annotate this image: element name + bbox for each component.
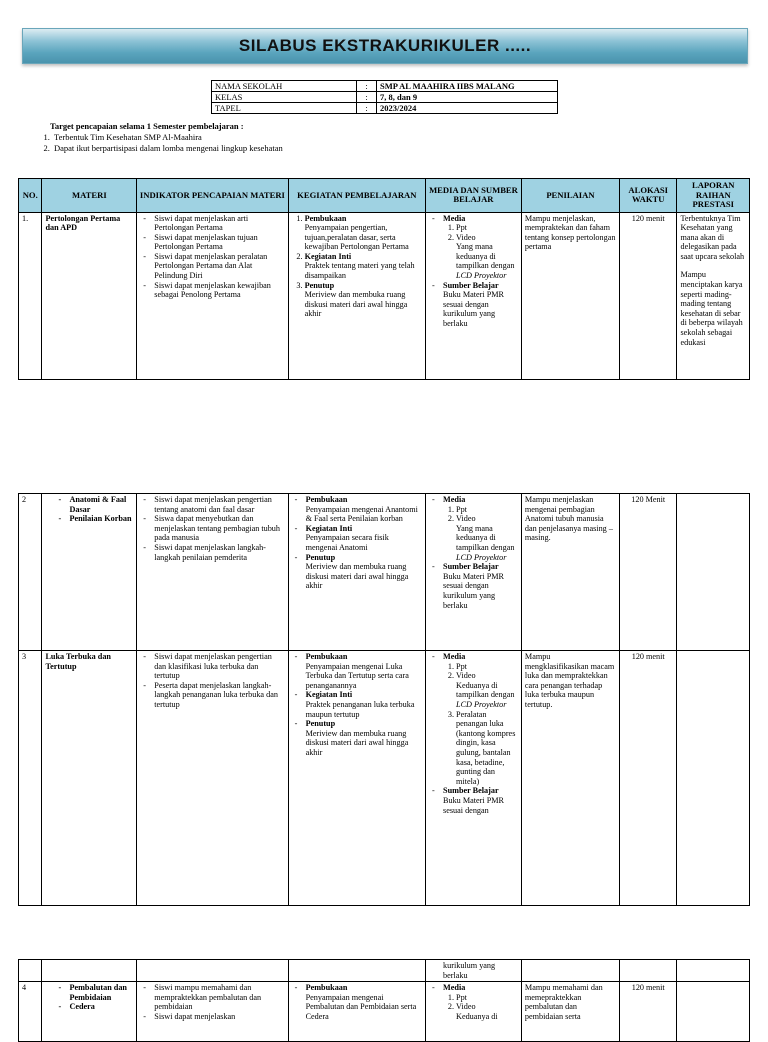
cell-indikator [137,982,288,1042]
cell-kegiatan [288,982,425,1042]
kegiatan-text: Penyampaian secara fisik mengenai Anatomi [305,533,389,552]
kegiatan-head: Pembukaan [305,983,348,993]
kegiatan-step [292,553,422,591]
info-sep: : [357,103,377,114]
kegiatan-text: Meriview dan membuka ruang diskusi materi dari awal hingga akhir [304,290,408,319]
kegiatan-head: Kegiatan Inti [305,690,353,700]
media-group [429,983,518,1021]
kegiatan-step [292,983,422,1021]
sumber-text: Buku Materi PMR sesuai dengan [443,795,504,815]
cell-materi: Pertolongan Pertama dan APD [42,212,137,379]
cell-alokasi: 120 menit [619,651,677,906]
kegiatan-head: Pembukaan [305,652,348,661]
sumber-text: Buku Materi PMR sesuai dengan kurikulum yang berlaku [443,290,504,329]
sumber-group [429,562,518,610]
media-desc-text: Keduanya di tampilkan dengan [456,680,515,700]
indikator-item: - Siswi dapat menjelaskan pengertian tentang anatomi dan faal dasar [140,495,284,514]
info-value: 2023/2024 [377,103,558,114]
sumber-label: Sumber Belajar [443,562,499,572]
materi-item: - Cedera [55,1002,133,1012]
indikator-item: - Siswi dapat menjelaskan langkah-langkah penilaian pemderita [140,543,284,562]
kegiatan-step [305,281,422,319]
media-item [456,1002,518,1021]
sumber-group [429,281,518,329]
kegiatan-head: Penutup [305,552,336,562]
kegiatan-head: Penutup [305,719,336,729]
cell-media [426,212,522,379]
indikator-item: - Siswi dapat menjelaskan tujuan Pertolongan Pertama [140,233,284,252]
media-desc [443,524,518,562]
indikator-item: - Siswi dapat menjelaskan peralatan Pertolongan Pertama dan Alat Pelindung Diri [140,252,284,281]
media-desc-text: Keduanya di [456,1011,498,1021]
info-value: 7, 8, dan 9 [377,92,558,103]
media-group [429,652,518,786]
cell-indikator [137,494,288,651]
sumber-text: kurikulum yang berlaku [443,961,496,980]
cell-alokasi: 120 Menit [619,494,677,651]
cell-media-continued [426,960,522,982]
kegiatan-step [292,524,422,553]
cell-penilaian: Mampu menjelaskan, mempraktekan dan faham tentang konsep pertolongan pertama [521,212,619,379]
kegiatan-head: Pembukaan [304,213,347,223]
table-header-row [19,179,750,213]
info-sep: : [357,81,377,92]
media-item-label: Video [456,1002,476,1012]
table-row [19,960,750,982]
kegiatan-text: Penyampaian pengertian, tujuan,peralatan dasar, serta kewajiban Pertolongan Pertama [304,223,409,252]
cell-penilaian: Mampu memahami dan memepraktekkan pembalutan dan pembidaian serta [521,982,619,1042]
indikator-item: - Siswi mampu memahami dan mempraktekkan pembalutan dan pembidaian [140,983,284,1012]
school-info-table [211,80,558,114]
media-label: Media [443,983,466,993]
info-key: TAPEL [212,103,357,114]
laporan-text: Terbentuknya Tim Kesehatan yang mana akan di delegasikan pada saat upcara sekolah [680,213,745,261]
cell-alokasi: 120 menit [619,982,677,1042]
header-no: NO. [19,179,42,213]
cell-materi [42,982,137,1042]
cell-media [426,494,522,651]
indikator-item: - Siswi dapat menjelaskan [140,1012,284,1022]
media-item: 1. Ppt [456,993,518,1003]
cell-no: 2 [19,494,42,651]
cell-laporan [677,982,750,1042]
cell-media [426,982,522,1042]
table-row [19,212,750,379]
target-item: 1. Terbentuk Tim Kesehatan SMP Al-Maahira [52,132,283,143]
info-value: SMP AL MAAHIRA IIBS MALANG [377,81,558,92]
kegiatan-head: Penutup [304,280,335,290]
syllabus-table-part-2 [18,493,750,906]
kegiatan-text: Praktek tentang materi yang telah disampaikan [304,261,415,281]
sumber-label: Sumber Belajar [443,280,499,290]
target-item: 2. Dapat ikut berpartisipasi dalam lomba mengenai lingkup kesehatan [52,143,283,154]
kegiatan-text: Meriview dan membuka ruang diskusi materi dari awal hingga akhir [305,728,409,757]
media-item: 2. Video [456,233,518,243]
indikator-item: - Peserta dapat menjelaskan langkah-langkah penanganan luka terbuka dan tertutup [140,681,284,710]
kegiatan-text: Penyampaian mengenai Luka Terbuka dan Tertutup serta cara penanganannya [305,661,409,690]
indikator-item: - Siswi dapat menjelaskan kewajiban sebagai Penolong Pertama [140,281,284,300]
materi-item: - Pembalutan dan Pembidaian [55,983,133,1002]
kegiatan-text: Meriview dan membuka ruang diskusi materi dari awal hingga akhir [305,562,409,591]
header-kegiatan: KEGIATAN PEMBELAJARAN [288,179,425,213]
media-label: Media [443,213,466,223]
indikator-item: - Siswi dapat menjelaskan pengertian dan klasifikasi luka terbuka dan tertutup [140,652,284,681]
target-section [38,121,283,154]
syllabus-table-part-3 [18,959,750,1042]
kegiatan-head: Kegiatan Inti [305,523,353,533]
table-row [19,651,750,906]
cell-materi [42,494,137,651]
cell-kegiatan [288,494,425,651]
cell-no: 1. [19,212,42,379]
materi-item: - Anatomi & Faal Dasar [55,495,133,514]
kegiatan-step [292,652,422,690]
cell-laporan [677,494,750,651]
indikator-item: - Siswi dapat menjelaskan arti Pertolongan Pertama [140,214,284,233]
kegiatan-step [305,214,422,252]
info-row-year [212,103,558,114]
cell-no: 4 [19,982,42,1042]
media-group [429,495,518,562]
table-row [19,494,750,651]
media-item-label: Video [456,671,476,681]
cell-kegiatan [288,212,425,379]
cell-indikator [137,651,288,906]
sumber-group [429,786,518,815]
cell-laporan [677,212,750,379]
cell-media [426,651,522,906]
cell-kegiatan [288,651,425,906]
cell-laporan [677,651,750,906]
indikator-item: - Siswa dapat menyebutkan dan menjelaskan tentang pembagian tubuh pada manusia [140,514,284,543]
header-penilaian: PENILAIAN [521,179,619,213]
media-desc-em: LCD Proyektor [456,699,507,709]
kegiatan-text: Praktek penanganan luka terbuka maupun tertutup [305,699,415,719]
laporan-text: Mampu menciptakan karya seperti mading-mading tentang kesehatan di sebar di beberpa wilayah sekolah sebagai edukasi [680,270,743,347]
kegiatan-text: Penyampaian mengenai Pembalutan dan Pembidaian serta Cedera [305,992,417,1021]
materi-item: - Penilaian Korban [55,514,133,524]
cell-no: 3 [19,651,42,906]
cell-materi: Luka Terbuka dan Tertutup [42,651,137,906]
info-key: NAMA SEKOLAH [212,81,357,92]
kegiatan-text: Penyampaian mengenai Anantomi & Faal serta Penilaian korban [305,504,418,524]
target-heading: Target pencapaian selama 1 Semester pembelajaran : [50,121,244,131]
page-title: SILABUS EKSTRAKURIKULER ..... [238,36,532,55]
header-materi: MATERI [42,179,137,213]
kegiatan-head: Pembukaan [305,495,348,504]
kegiatan-head: Kegiatan Inti [304,251,352,261]
header-media: MEDIA DAN SUMBER BELAJAR [426,179,522,213]
cell-alokasi: 120 menit [619,212,677,379]
title-banner [22,28,748,64]
cell-indikator [137,212,288,379]
header-alokasi: ALOKASI WAKTU [619,179,677,213]
media-label: Media [443,495,466,504]
media-item [456,671,518,709]
syllabus-table-part-1 [18,178,750,380]
media-desc-text: Yang mana keduanya di tampilkan dengan [456,523,515,552]
header-laporan: LAPORAN RAIHAN PRESTASI [677,179,750,213]
table-row [19,982,750,1042]
media-desc-em: LCD Proyektor [456,271,507,281]
kegiatan-step [292,690,422,719]
info-key: KELAS [212,92,357,103]
sumber-label: Sumber Belajar [443,786,499,796]
header-indikator: INDIKATOR PENCAPAIAN MATERI [137,179,288,213]
media-group [429,214,518,281]
info-row-school [212,81,558,92]
media-item: 1. Ppt [456,662,518,672]
kegiatan-step [292,719,422,757]
cell-penilaian: Mampu mengklasifikasikan macam luka dan mempraktekkan cara penangan terhadap luka terbuka maupun tertutup. [521,651,619,906]
media-item: 2. Video [456,514,518,524]
media-item: 1. Ppt [456,505,518,515]
kegiatan-step [292,495,422,524]
info-row-class [212,92,558,103]
sumber-text: Buku Materi PMR sesuai dengan kurikulum yang berlaku [443,571,504,610]
cell-penilaian: Mampu menjelaskan mengenai pembagian Anatomi tubuh manusia dan penjelasanya masing – masing. [521,494,619,651]
target-list [38,132,283,154]
info-sep: : [357,92,377,103]
media-label: Media [443,652,466,661]
media-item: 3. Peralatan penangan luka (kantong kompres dingin, kasa gulung, bantalan kasa, betadine, gunting dan mitela) [456,710,518,787]
media-item: 1. Ppt [456,223,518,233]
media-desc-em: LCD Proyektor [456,552,507,562]
media-desc [443,242,518,280]
media-desc-text: Yang mana keduanya di tampilkan dengan [456,242,515,271]
kegiatan-step [305,252,422,281]
